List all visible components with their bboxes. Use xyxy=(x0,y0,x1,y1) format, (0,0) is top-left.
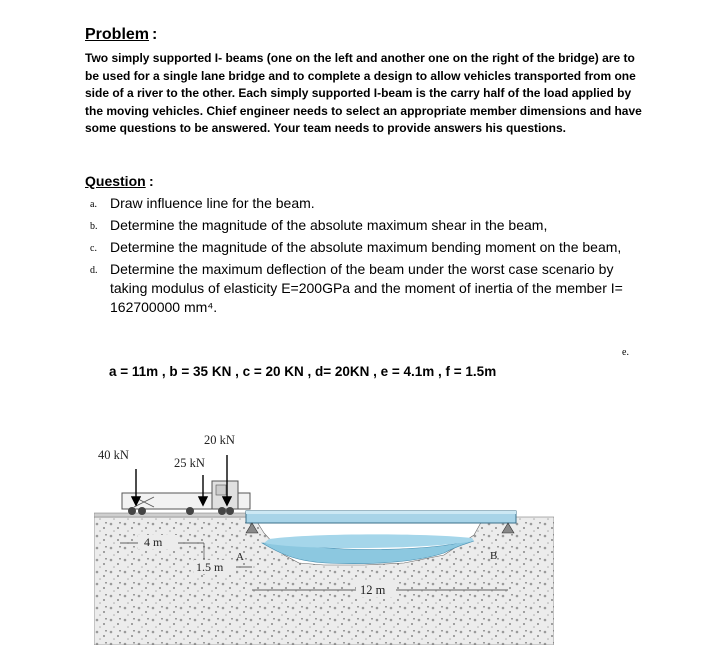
problem-heading: Problem xyxy=(85,26,150,43)
load-40kn: 40 kN xyxy=(98,448,129,462)
question-item xyxy=(90,216,650,235)
empty-list-marker: e. xyxy=(622,347,629,358)
list-marker: c. xyxy=(90,243,97,254)
question-heading: Question xyxy=(85,173,146,189)
list-marker: a. xyxy=(90,199,97,210)
list-marker: b. xyxy=(90,221,98,232)
problem-statement: Two simply supported I- beams (one on the left and another one on the right of the bridge) are to be used for a single lane bridge and to complete a design to allow vehicles transported from one side of a river to the other. Each simply supported I-beam is the carry half of the load applied by the moving vehicles. Chief engineer needs to select an appropriate member dimensions and have some questions to be answered. Your team needs to provide answers his questions. xyxy=(85,51,642,135)
question-item xyxy=(90,238,650,257)
list-marker: d. xyxy=(90,265,98,276)
bridge-figure xyxy=(94,425,554,645)
question-text: Determine the maximum deflection of the beam under the worst case scenario by taking modulus of elasticity E=200GPa and the moment of inertia of the member I= 162700000 mm⁴. xyxy=(110,261,623,315)
support-a-label: A xyxy=(236,551,244,563)
question-text: Determine the magnitude of the absolute maximum bending moment on the beam, xyxy=(110,239,622,255)
question-text: Determine the magnitude of the absolute maximum shear in the beam, xyxy=(110,217,548,233)
dim-12m: 12 m xyxy=(360,583,386,597)
dim-1-5m: 1.5 m xyxy=(196,560,224,574)
load-20kn: 20 kN xyxy=(204,433,235,447)
parameter-values: a = 11m , b = 35 KN , c = 20 KN , d= 20KN , e = 4.1m , f = 1.5m xyxy=(109,364,497,379)
problem-heading-colon: : xyxy=(152,26,158,43)
question-list xyxy=(90,194,650,320)
question-heading-colon: : xyxy=(149,173,154,189)
question-item xyxy=(90,260,650,317)
question-item xyxy=(90,194,650,213)
dim-4m: 4 m xyxy=(144,535,163,549)
load-25kn: 25 kN xyxy=(174,456,205,470)
question-text: Draw influence line for the beam. xyxy=(110,195,315,211)
support-b-label: B xyxy=(490,550,498,562)
